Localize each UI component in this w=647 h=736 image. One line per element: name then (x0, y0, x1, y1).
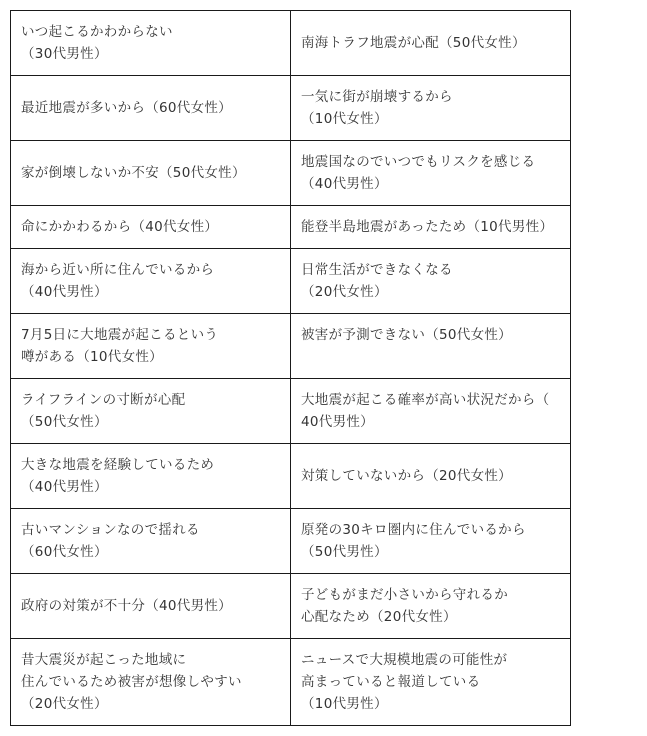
table-cell (11, 444, 291, 509)
cell-text: 対策していないから（20代女性） (301, 468, 512, 484)
table-cell (11, 379, 291, 444)
table-cell (291, 141, 571, 206)
cell-text: 能登半島地震があったため（10代男性） (301, 219, 554, 235)
table-cell (291, 639, 571, 726)
cell-text: 大地震が起こる確率が高い状況だから（ 40代男性） (301, 392, 550, 430)
cell-text: ニュースで大規模地震の可能性が 高まっていると報道している （10代男性） (301, 652, 508, 712)
table-cell (291, 206, 571, 249)
cell-text: 一気に街が崩壊するから （10代女性） (301, 89, 453, 127)
table-row (11, 379, 571, 444)
cell-text: 古いマンションなので揺れる （60代女性） (21, 522, 200, 560)
table-cell (291, 76, 571, 141)
table-row (11, 11, 571, 76)
table-cell (11, 314, 291, 379)
table-row (11, 314, 571, 379)
table-row (11, 206, 571, 249)
cell-text: 子どもがまだ小さいから守れるか 心配なため（20代女性） (301, 587, 508, 625)
table-cell (11, 76, 291, 141)
table-row (11, 76, 571, 141)
table-cell (291, 574, 571, 639)
table-row (11, 639, 571, 726)
cell-text: 原発の30キロ圏内に住んでいるから （50代男性） (301, 522, 526, 560)
table-row (11, 249, 571, 314)
cell-text: 最近地震が多いから（60代女性） (21, 100, 232, 116)
table-cell (11, 206, 291, 249)
cell-text: 政府の対策が不十分（40代男性） (21, 598, 232, 614)
table-cell (11, 639, 291, 726)
cell-text: 7月5日に大地震が起こるという 噂がある（10代女性） (21, 327, 219, 365)
table-cell (291, 249, 571, 314)
survey-quotes-table (10, 10, 571, 726)
table-row (11, 574, 571, 639)
table-cell (291, 314, 571, 379)
cell-text: 命にかかわるから（40代女性） (21, 219, 219, 235)
table-row (11, 141, 571, 206)
cell-text: 日常生活ができなくなる （20代女性） (301, 262, 453, 300)
table-cell (11, 249, 291, 314)
cell-text: いつ起こるかわからない （30代男性） (21, 24, 173, 62)
table-cell (291, 379, 571, 444)
table-cell (291, 444, 571, 509)
table-cell (11, 11, 291, 76)
cell-text: 海から近い所に住んでいるから （40代男性） (21, 262, 215, 300)
cell-text: 大きな地震を経験しているため （40代男性） (21, 457, 215, 495)
table-row (11, 509, 571, 574)
cell-text: 昔大震災が起こった地域に 住んでいるため被害が想像しやすい （20代女性） (21, 652, 242, 712)
cell-text: 南海トラフ地震が心配（50代女性） (301, 35, 526, 51)
cell-text: 被害が予測できない（50代女性） (301, 327, 512, 343)
table-cell (291, 509, 571, 574)
table-row (11, 444, 571, 509)
table-cell (11, 574, 291, 639)
table-cell (291, 11, 571, 76)
cell-text: 家が倒壊しないか不安（50代女性） (21, 165, 246, 181)
cell-text: ライフラインの寸断が心配 （50代女性） (21, 392, 186, 430)
table-cell (11, 509, 291, 574)
table-cell (11, 141, 291, 206)
cell-text: 地震国なのでいつでもリスクを感じる （40代男性） (301, 154, 536, 192)
